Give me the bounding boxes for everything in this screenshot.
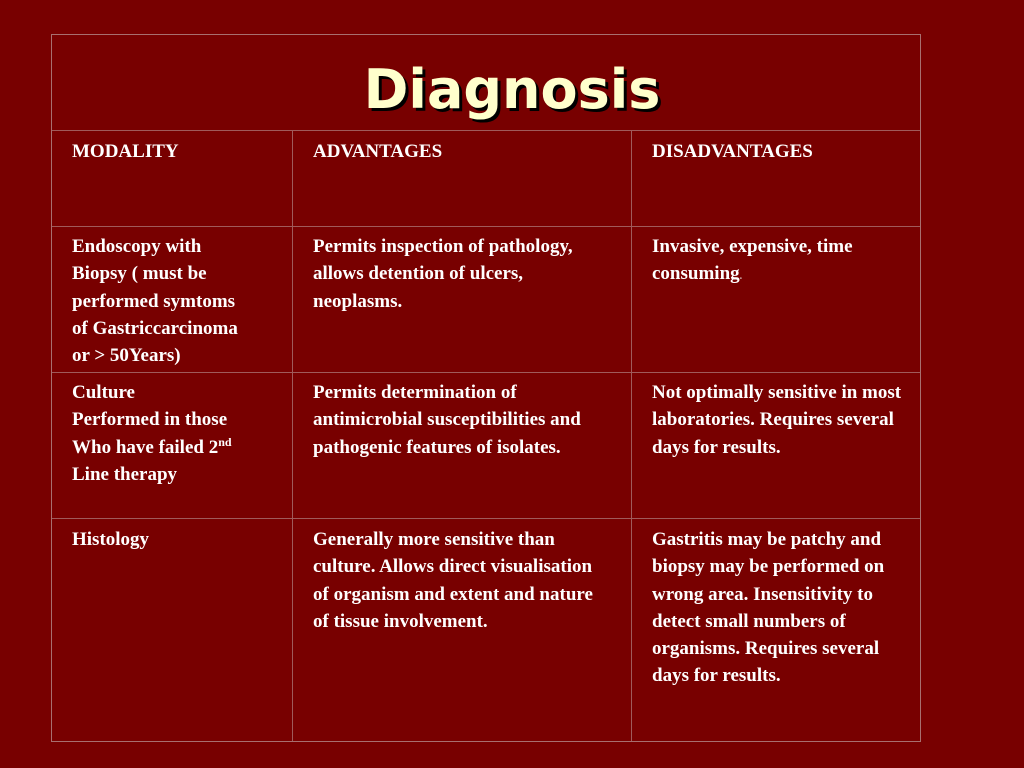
cell-modality-culture [72, 379, 282, 488]
disadvantages-text: Invasive, expensive, time consuming [652, 236, 853, 285]
column-divider [292, 130, 293, 741]
row-divider [52, 518, 920, 519]
cell-disadvantages-endoscopy [652, 233, 902, 291]
header-advantages: ADVANTAGES [313, 141, 443, 162]
modality-line [72, 434, 282, 461]
modality-line: Line therapy [72, 463, 178, 485]
trailing-period: . [739, 271, 743, 283]
cell-advantages-endoscopy: Permits inspection of pathology, allows detention of ulcers, neoplasms. [313, 236, 573, 312]
slide-title: Diagnosis [363, 58, 661, 121]
modality-line-text: Who have failed 2 [72, 436, 219, 458]
row-divider [52, 372, 920, 373]
row-divider [52, 130, 920, 131]
column-divider [631, 130, 632, 741]
cell-disadvantages-histology: Gastritis may be patchy and biopsy may be performed on wrong area. Insensitivity to detect small numbers of organisms. Requires several days for results. [652, 529, 885, 687]
header-modality: MODALITY [72, 141, 179, 162]
cell-disadvantages-culture: Not optimally sensitive in most laboratories. Requires several days for results. [652, 382, 902, 458]
superscript-ordinal: nd [218, 434, 232, 449]
cell-modality-histology: Histology [72, 529, 150, 550]
modality-line: Performed in those [72, 409, 228, 431]
cell-modality-endoscopy: Endoscopy with Biopsy ( must be performed symtoms of Gastriccarcinoma or > 50Years) [72, 236, 238, 367]
row-divider [52, 226, 920, 227]
cell-advantages-histology: Generally more sensitive than culture. Allows direct visualisation of organism and extent and nature of tissue involvement. [313, 529, 593, 632]
cell-advantages-culture: Permits determination of antimicrobial susceptibilities and pathogenic features of isolates. [313, 382, 581, 458]
header-disadvantages: DISADVANTAGES [652, 141, 813, 162]
modality-line: Culture [72, 382, 135, 403]
